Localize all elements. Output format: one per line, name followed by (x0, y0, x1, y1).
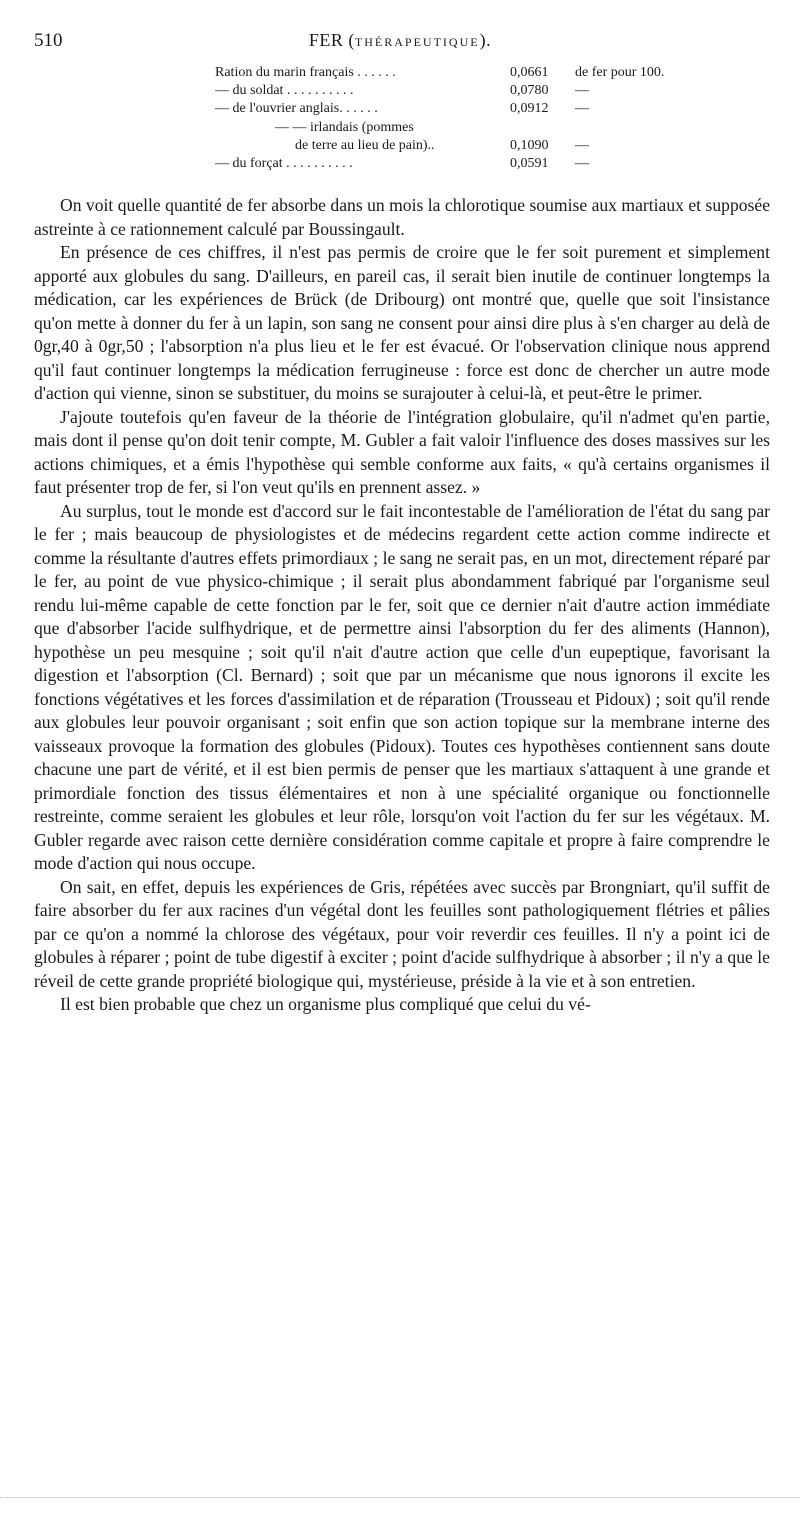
ration-unit: — (575, 101, 589, 117)
ration-table (215, 64, 685, 173)
paragraph: Au surplus, tout le monde est d'accord sur le fait incontestable de l'amélioration de l'état du sang par le fer ; mais beaucoup de physiologistes et de médecins regardent cette action comme indirecte et comme la résultante d'autres effets primordiaux ; le sang ne serait pas, en un mot, directement réparé par le fer, au point de vue physico-chimique ; il serait plus abondamment fabriqué par l'organisme seul rendu lui-même capable de cette fonction par le fer, soit que ce dernier n'ait d'autre action immédiate que d'absorber l'acide sulfhydrique, et de permettre ainsi l'absorption du fer des aliments (Hannon), hypothèse un peu mesquine ; soit qu'il n'ait d'autre action que celle d'un eupeptique, favorisant la digestion et l'absorption (Cl. Bernard) ; soit que par un mécanisme que nous ignorons il excite les fonctions végétatives et les forces d'assimilation et de réparation (Trousseau et Pidoux) ; soit qu'il rende aux globules leur pouvoir organisant ; soit enfin que son action topique sur la membrane interne des vaisseaux provoque la formation des globules (Pidoux). Toutes ces hypothèses contiennent sans doute chacune une part de vérité, et il est bien permis de penser que les martiaux s'attaquent à une grande et primordiale fonction des tissus élémentaires et non à une spécialité organique ou fonctionnelle restreinte, comme seraient les globules et leur rôle, lorsqu'on voit l'action du fer sur les végétaux. M. Gubler regarde avec raison cette dernière considération comme capitale et propre à faire comprendre le mode d'action qui nous occupe. (34, 500, 770, 873)
page-bottom-rule (0, 1497, 800, 1499)
running-title-paren-open: ( (343, 30, 355, 50)
paragraph: En présence de ces chiffres, il n'est pas permis de croire que le fer soit purement et simplement apporté aux globules du sang. D'ailleurs, en pareil cas, il serait bien inutile de continuer longtemps la médication, car les expériences de Brück (de Dribourg) ont montré que, quelle que soit l'insistance qu'on mette à donner du fer à un lapin, son sang ne consent pour ainsi dire plus à s'en charger au delà de 0gr,40 à 0gr,50 ; l'absorption n'a plus lieu et le fer est évacué. Or l'observation clinique nous apprend qu'il faut continuer longtemps la médication ferrugineuse : force est donc de chercher un autre mode d'action qui vienne, sinon se substituer, du moins se surajouter à celui-là, et peut-être le primer. (34, 242, 770, 403)
ration-row-forcat (215, 155, 685, 173)
running-title (34, 30, 766, 51)
paragraph: Il est bien probable que chez un organisme plus compliqué que celui du vé- (60, 994, 591, 1014)
paragraph: J'ajoute toutefois qu'en faveur de la théorie de l'intégration globulaire, qu'il n'admet qu'en partie, mais dont il pense qu'on doit tenir compte, M. Gubler a fait valoir l'influence des doses massives sur les actions chimiques, et a émis l'hypothèse qui semble conforme aux faits, « qu'à certains organismes il faut présenter trop de fer, si l'on veut qu'ils en prennent assez. » (34, 406, 770, 497)
ration-label-line2: de terre au lieu de pain).. (295, 137, 435, 153)
ration-label: — du soldat . . . . . . . . . . (215, 83, 354, 99)
ration-label: — du forçat . . . . . . . . . . (215, 155, 353, 171)
page-header (34, 30, 766, 54)
ration-label: Ration du marin français . . . . . . (215, 65, 396, 80)
paragraph: On sait, en effet, depuis les expériences de Gris, répétées avec succès par Brongniart, qu'il suffit de faire absorber du fer aux racines d'un végétal dont les feuilles sont pathologiquement flétries et pâlies par ce qu'on a nommé la chlorose des végétaux, pour voir reverdir ces feuilles. Il n'y a point ici de globules à réparer ; point de tube digestif à exciter ; point d'acide sulfhydrique à absorber ; il n'y a que le réveil de cette grande propriété biologique qui, mystérieuse, préside à la vie et à son entretien. (34, 876, 770, 991)
ration-label (215, 119, 495, 155)
ration-unit: de fer pour 100. (575, 65, 665, 80)
running-title-main: FER (308, 30, 344, 50)
ration-unit: — (575, 83, 589, 99)
ration-row-soldat (215, 82, 685, 100)
body-text (34, 194, 770, 1017)
running-title-paren-close: ). (479, 30, 492, 50)
ration-value: 0,0912 (510, 101, 549, 117)
ration-label-line1: — — irlandais (pommes (275, 119, 414, 135)
ration-row-ouvrier-anglais (215, 100, 685, 118)
page-number: 510 (34, 30, 63, 51)
ration-value: 0,1090 (510, 137, 549, 153)
ration-value: 0,0661 (510, 65, 549, 80)
ration-unit: — (575, 137, 589, 153)
ration-value: 0,0591 (510, 155, 549, 171)
paragraph: On voit quelle quantité de fer absorbe dans un mois la chlorotique soumise aux martiaux et supposée astreinte à ce rationnement calculé par Boussingault. (34, 195, 770, 239)
ration-value: 0,0780 (510, 83, 549, 99)
ration-unit: — (575, 155, 589, 171)
ration-row-irlandais (215, 119, 685, 155)
ration-label: — de l'ouvrier anglais. . . . . . (215, 101, 378, 117)
ration-row-marin (215, 64, 685, 82)
running-title-subject: THÉRAPEUTIQUE (354, 35, 480, 49)
